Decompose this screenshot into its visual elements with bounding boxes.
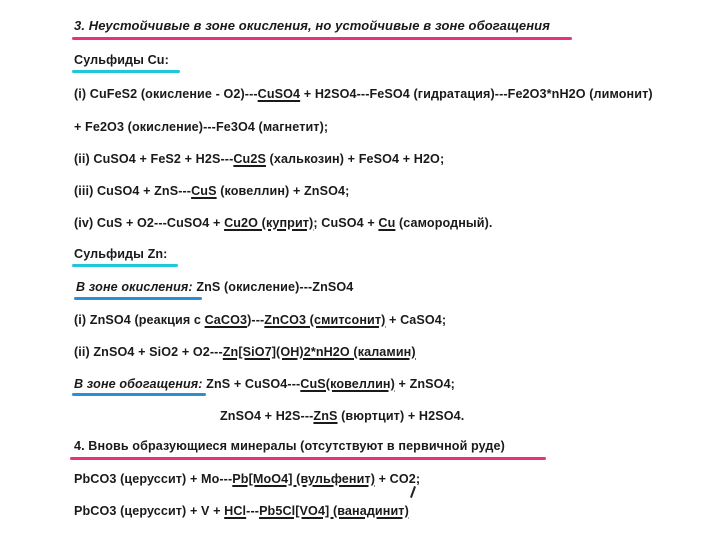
zn-reaction-3	[220, 409, 464, 423]
cu-reaction-4-part-a: (iv) CuS + O2---CuSO4 +	[74, 216, 225, 230]
cu-reaction-4-part-e: (самородный).	[395, 216, 493, 230]
pb-reaction-1-wulfenite: Pb[MoO4] (вульфенит)	[232, 472, 376, 486]
zn-reaction-1-caco3: CaCO3	[204, 313, 248, 327]
section-3-title: 3. Неустойчивые в зоне окисления, но устойчивые в зоне обогащения	[74, 18, 550, 33]
cu-reaction-4-cu2o: Cu2O (куприт)	[224, 216, 314, 230]
cu-reaction-1-part-a: (i) CuFeS2 (окисление - O2)---	[74, 87, 258, 101]
pb-reaction-2-hcl: HCl	[224, 504, 247, 518]
blue-highlight-enrichment-zone	[72, 393, 206, 396]
cu-reaction-1-part-c: + H2SO4---FeSO4 (гидратация)---Fe2O3*nH2O (лимонит)	[300, 87, 653, 101]
zn-reaction-1-part-e: + CaSO4;	[385, 313, 447, 327]
pb-reaction-1-part-a: PbCO3 (церуссит) + Mo---	[74, 472, 233, 486]
cyan-highlight-cu-heading	[72, 70, 180, 73]
zn-reaction-2	[74, 345, 416, 359]
blue-highlight-oxidation-zone	[74, 297, 202, 300]
cu-reaction-3	[74, 184, 349, 198]
zn-enrichment-part-a: ZnS + CuSO4---	[202, 377, 301, 391]
zn-reaction-3-wurtzite: ZnS	[313, 409, 338, 423]
zn-enrichment-part-c: + ZnSO4;	[394, 377, 455, 391]
zn-reaction-1-part-a: (i) ZnSO4 (реакция с	[74, 313, 205, 327]
cu-reaction-1-cuso4: CuSO4	[257, 87, 301, 101]
zn-enrichment-covellite: CuS(ковеллин)	[300, 377, 395, 391]
zn-reaction-1-part-c: )---	[247, 313, 265, 327]
zn-reaction-2-part-a: (ii) ZnSO4 + SiO2 + O2---	[74, 345, 223, 359]
zn-oxidation-zone-line	[76, 280, 353, 294]
cu-reaction-1-cont-text: + Fe2O3 (окисление)---Fe3O4 (магнетит);	[74, 120, 329, 134]
pink-highlight-section-4	[70, 457, 546, 460]
pb-reaction-1	[74, 472, 420, 486]
zn-enrichment-zone-line	[74, 377, 455, 391]
cu-reaction-1	[74, 87, 653, 101]
zn-enrichment-zone-label: В зоне обогащения:	[74, 377, 203, 391]
zn-reaction-1-smithsonite: ZnCO3 (смитсонит)	[264, 313, 386, 327]
cu-reaction-3-part-c: (ковеллин) + ZnSO4;	[216, 184, 350, 198]
cu-reaction-3-part-a: (iii) CuSO4 + ZnS---	[74, 184, 192, 198]
zn-oxidation-zone-label: В зоне окисления:	[76, 280, 193, 294]
zn-sulfides-heading: Сульфиды Zn:	[74, 247, 168, 261]
zn-reaction-3-part-a: ZnSO4 + H2S---	[220, 409, 314, 423]
cu-reaction-2-part-a: (ii) CuSO4 + FeS2 + H2S---	[74, 152, 234, 166]
cu-reaction-4-cu: Cu	[378, 216, 396, 230]
cu-reaction-2-part-c: (халькозин) + FeSO4 + H2O;	[265, 152, 445, 166]
pink-highlight-section-3	[72, 37, 572, 40]
cu-sulfides-heading: Сульфиды Cu:	[74, 53, 169, 67]
zn-reaction-1	[74, 313, 446, 327]
cu-reaction-4-part-c: ; CuSO4 +	[313, 216, 379, 230]
section-4-title: 4. Вновь образующиеся минералы (отсутствуют в первичной руде)	[74, 439, 505, 453]
handwritten-tick-mark	[410, 486, 416, 498]
cyan-highlight-zn-heading	[72, 264, 178, 267]
pb-reaction-2-part-c: ---	[246, 504, 260, 518]
cu-reaction-3-cus: CuS	[191, 184, 217, 198]
cu-reaction-2-cu2s: Cu2S	[233, 152, 266, 166]
pb-reaction-2	[74, 504, 409, 518]
pb-reaction-2-vanadinite: Pb5Cl[VO4] (ванадинит)	[259, 504, 409, 518]
cu-reaction-4	[74, 216, 493, 230]
zn-reaction-2-calamine: Zn[SiO7](OH)2*nH2O (каламин)	[222, 345, 416, 359]
zn-reaction-3-part-c: (вюртцит) + H2SO4.	[337, 409, 465, 423]
cu-reaction-2	[74, 152, 444, 166]
zn-oxidation-zone-text: ZnS (окисление)---ZnSO4	[192, 280, 354, 294]
pb-reaction-1-part-c: + CO2;	[375, 472, 421, 486]
pb-reaction-2-part-a: PbCO3 (церуссит) + V +	[74, 504, 225, 518]
cu-reaction-1-cont	[74, 120, 328, 134]
